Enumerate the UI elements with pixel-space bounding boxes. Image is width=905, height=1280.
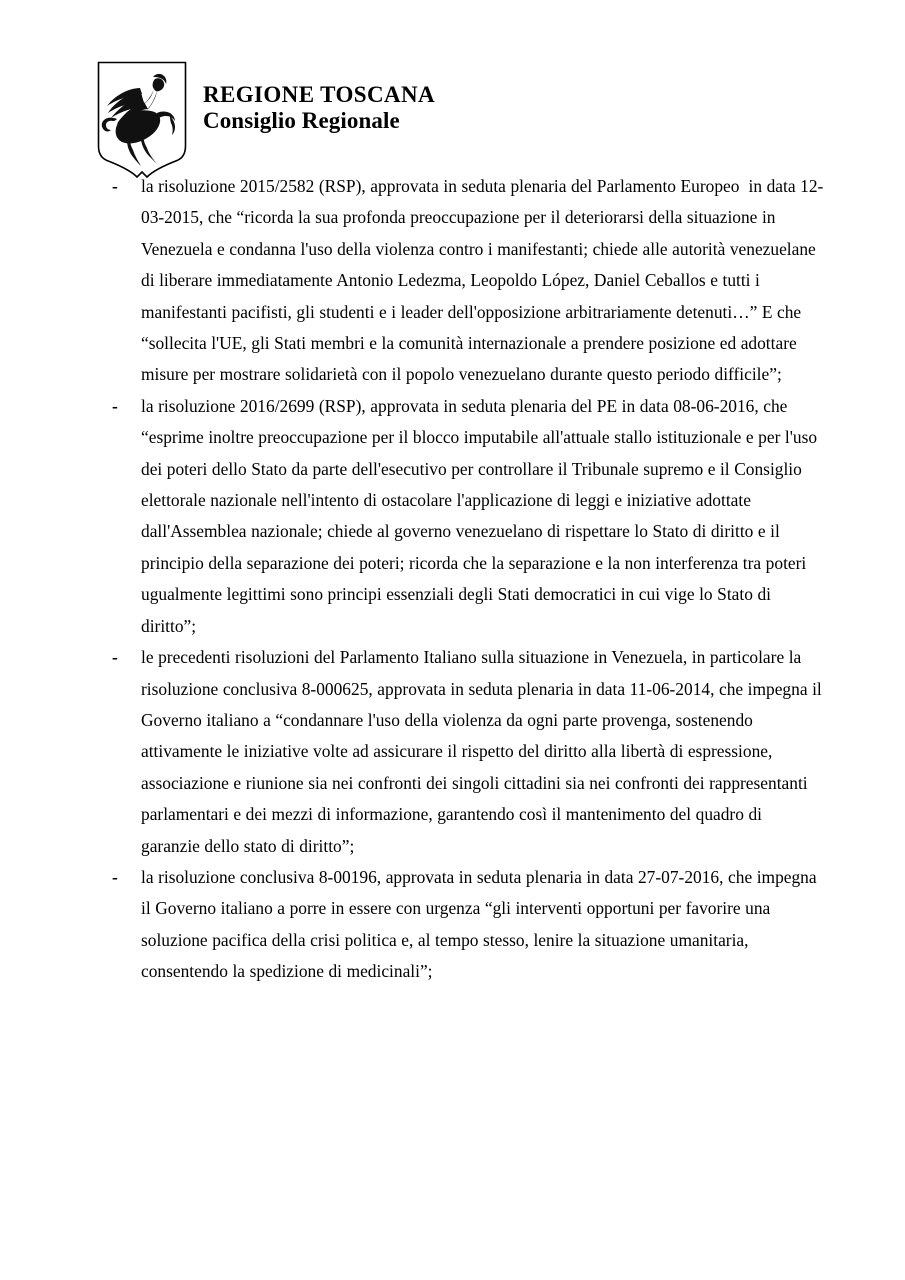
list-item (112, 391, 824, 642)
list-item-text: la risoluzione 2016/2699 (RSP), approvata in seduta plenaria del PE in data 08-06-2016, che “esprime inoltre preoccupazione per il blocco imputabile all'attuale stallo istituzionale e per l'uso dei poteri dello Stato da parte dell'esecutivo per controllare il Tribunale supremo e il Consiglio elettorale nazionale nell'intento di ostacolare l'applicazione di leggi e iniziative adottate dall'Assemblea nazionale; chiede al governo venezuelano di rispettare lo Stato di diritto e il principio della separazione dei poteri; ricorda che la separazione e la non interferenza tra poteri ugualmente legittimi sono principi essenziali degli Stati democratici in cui vige lo Stato di diritto”; (141, 395, 822, 636)
organization-body: Consiglio Regionale (203, 108, 400, 133)
letterhead (97, 61, 435, 178)
pegasus-crest-icon (97, 61, 187, 178)
document-body (112, 171, 827, 988)
list-item-text: la risoluzione 2015/2582 (RSP), approvata in seduta plenaria del Parlamento Europeo in data 12-03-2015, che “ricorda la sua profonda preoccupazione per il deteriorarsi della situazione in Venezuela e condanna l'uso della violenza contro i manifestanti; chiede alle autorità venezuelane di liberare immediatamente Antonio Ledezma, Leopoldo López, Daniel Ceballos e tutti i manifestanti pacifisti, gli studenti e i leader dell'opposizione arbitrariamente detenuti…” E che “sollecita l'UE, gli Stati membri e la comunità internazionale a prendere posizione ed adottare misure per mostrare solidarietà con il popolo venezuelano durante questo periodo difficile”; (141, 176, 824, 385)
bullet-marker-icon: - (112, 866, 118, 887)
bullet-marker-icon: - (112, 647, 118, 668)
bullet-marker-icon: - (112, 176, 118, 196)
list-item (112, 642, 827, 862)
list-item (112, 862, 824, 988)
organization-name: REGIONE TOSCANA (203, 82, 436, 107)
list-item-text: la risoluzione conclusiva 8-00196, approvata in seduta plenaria in data 27-07-2016, che impegna il Governo italiano a porre in essere con urgenza “gli interventi opportuni per favorire una soluzione pacifica della crisi politica e, al tempo stesso, lenire la situazione umanitaria, consentendo la spedizione di medicinali”; (141, 866, 822, 982)
letterhead-text (203, 83, 435, 132)
list-item-text: le precedenti risoluzioni del Parlamento Italiano sulla situazione in Venezuela, in particolare la risoluzione conclusiva 8-000625, approvata in seduta plenaria in data 11-06-2014, che impegna il Governo italiano a “condannare l'uso della violenza da ogni parte provenga, sostenendo attivamente le iniziative volte ad assicurare il rispetto del diritto alla libertà di espressione, associazione e riunione sia nei confronti dei singoli cittadini sia nei confronti dei rappresentanti parlamentari e dei mezzi di informazione, garantendo così il mantenimento del quadro di garanzie dello stato di diritto”; (141, 647, 827, 856)
bullet-marker-icon: - (112, 395, 118, 416)
list-item (112, 171, 824, 391)
